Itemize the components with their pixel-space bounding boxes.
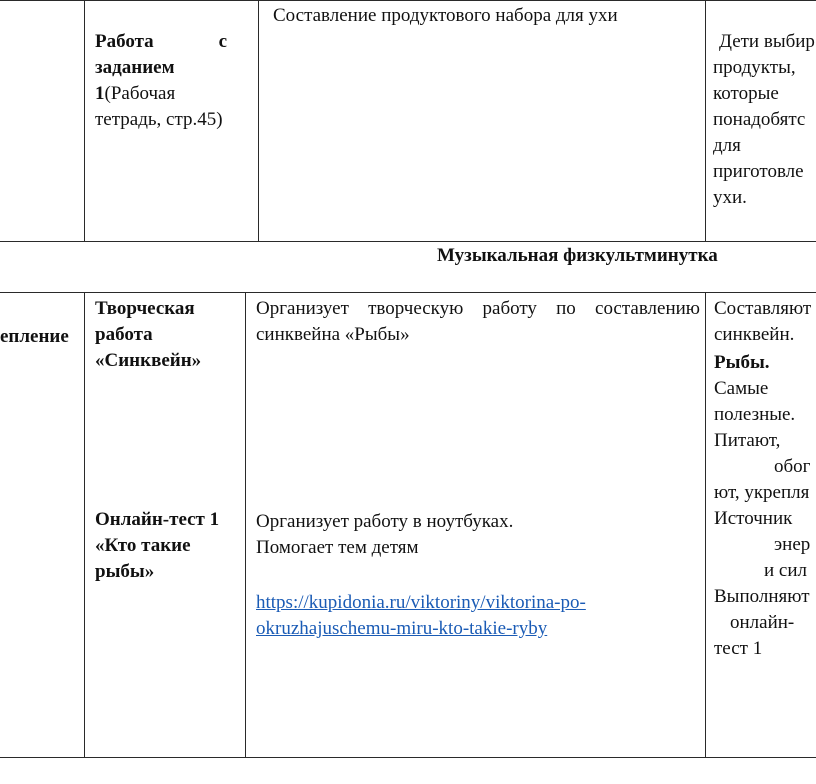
quiz-link-line1[interactable]: https://kupidonia.ru/viktoriny/viktorina-po-: [256, 592, 586, 613]
table-bottom-border: [0, 757, 816, 758]
row2-col-divider-1: [84, 292, 85, 757]
quiz-link[interactable]: [256, 590, 586, 642]
row1-bottom-border: [0, 241, 816, 242]
row1-col-divider-2: [258, 0, 259, 241]
row1-col-divider-1: [84, 0, 85, 241]
quiz-link-line2[interactable]: okruzhajuschemu-miru-kto-takie-ryby: [256, 618, 548, 639]
row1-col-divider-3: [705, 0, 706, 241]
creative-work-title: Творческая работа «Синквейн»: [95, 298, 202, 371]
organize-laptops-text: Организует работу в ноутбуках. Помогает тем детям: [256, 511, 514, 558]
stage-name-fragment: епление: [0, 326, 69, 347]
online-test-title: Онлайн-тест 1 «Кто такие рыбы»: [95, 509, 220, 582]
task-title-line4: тетрадь, стр.45): [95, 109, 223, 130]
section-row-bottom-border: [0, 292, 816, 293]
student-actions-text: Составляют синквейн. Рыбы. Самые полезные. Питают, обог ют, укрепля Источник энер и сил Выполняют онлайн- тест 1: [714, 298, 812, 659]
section-title: Музыкальная физкультминутка: [437, 245, 718, 266]
task-title-line3: 1(Рабочая: [95, 83, 176, 104]
product-set-text: Составление продуктового набора для ухи: [273, 5, 618, 26]
row2-col-divider-2: [245, 292, 246, 757]
table-top-border: [0, 0, 816, 1]
children-choose-text: Дети выбир продукты, которые понадобятс для приготовле ухи.: [713, 31, 815, 208]
task-title-cell: [95, 29, 227, 133]
task-title-line1: Работа с: [95, 31, 227, 52]
task-title-line2: заданием: [95, 57, 175, 78]
row2-col-divider-3: [705, 292, 706, 757]
organize-creative-text: Организует творческую работу по составлению синквейна «Рыбы»: [256, 298, 700, 345]
